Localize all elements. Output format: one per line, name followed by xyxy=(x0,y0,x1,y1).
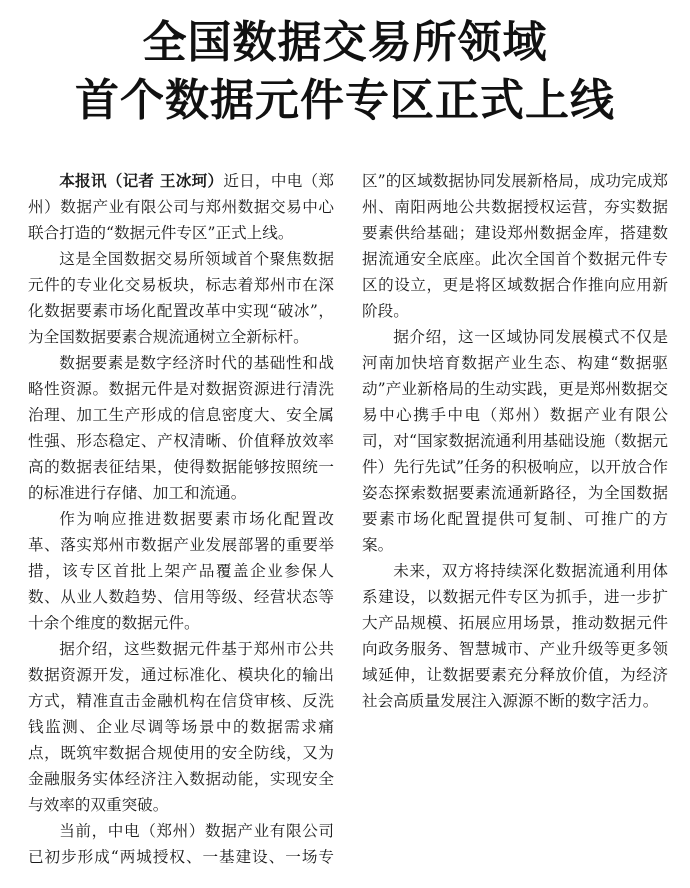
article-paragraph: 作为响应推进数据要素市场化配置改革、落实郑州市数据产业发展部署的重要举措，该专区首批上架产品覆盖企业参保人数、从业人数趋势、信用等级、经营状态等十余个维度的数据元件。 xyxy=(28,510,334,632)
article-paragraph: 据介绍，这些数据元件基于郑州市公共数据资源开发，通过标准化、模块化的输出方式，精准直击金融机构在信贷审核、反洗钱监测、企业尽调等场景中的数据需求痛点，既筑牢数据合规使用的安全防线，又为金融服务实体经济注入数据动能，实现安全与效率的双重突破。 xyxy=(28,640,334,814)
article-paragraph: 据介绍，这一区域协同发展模式不仅是河南加快培育数据产业生态、构建“数据驱动”产业新格局的生动实践，更是郑州数据交易中心携手中电（郑州）数据产业有限公司，对“国家数据流通利用基础设施（数据元件）先行先试”任务的积极响应，以开放合作姿态探索数据要素流通新路径，为全国数据要素市场化配置提供可复制、可推广的方案。 xyxy=(362,328,668,554)
headline-line-1: 全国数据交易所领域 xyxy=(142,17,548,68)
headline-line-2: 首个数据元件专区正式上线 xyxy=(75,75,615,126)
article-paragraph xyxy=(28,168,334,246)
article-body xyxy=(28,168,668,884)
headline xyxy=(0,14,690,130)
article-paragraph: 这是全国数据交易所领域首个聚焦数据元件的专业化交易板块，标志着郑州市在深化数据要素市场化配置改革中实现“破冰”，为全国数据要素合规流通树立全新标杆。 xyxy=(28,250,334,346)
article-paragraph: 未来，双方将持续深化数据流通利用体系建设，以数据元件专区为抓手，进一步扩大产品规模、拓展应用场景，推动数据元件向政务服务、智慧城市、产业升级等更多领域延伸，让数据要素充分释放价值，为经济社会高质量发展注入源源不断的数字活力。 xyxy=(362,562,668,710)
article-paragraph: 当前，中电（郑州）数据产业有限公司已初步形成“两城授权、一基建设、一场专区”的区域数据协同发展新格局，成功完成郑州、南阳两地公共数据授权运营，夯实数据要素供给基础；建设郑州数据金库，搭建数据流通安全底座。此次全国首个数据元件专区的设立，更是将区域数据合作推向应用新阶段。 xyxy=(28,172,668,866)
byline: 本报讯（记者 王冰珂） xyxy=(59,172,224,190)
paragraph-text: 近日，中电（郑州）数据产业有限公司与郑州数据交易中心联合打造的“数据元件专区”正式上线。 xyxy=(28,172,334,242)
article-paragraph: 数据要素是数字经济时代的基础性和战略性资源。数据元件是对数据资源进行清洗治理、加工生产形成的信息密度大、安全属性强、形态稳定、产权清晰、价值释放效率高的数据表征结果，使得数据能够按照统一的标准进行存储、加工和流通。 xyxy=(28,354,334,502)
